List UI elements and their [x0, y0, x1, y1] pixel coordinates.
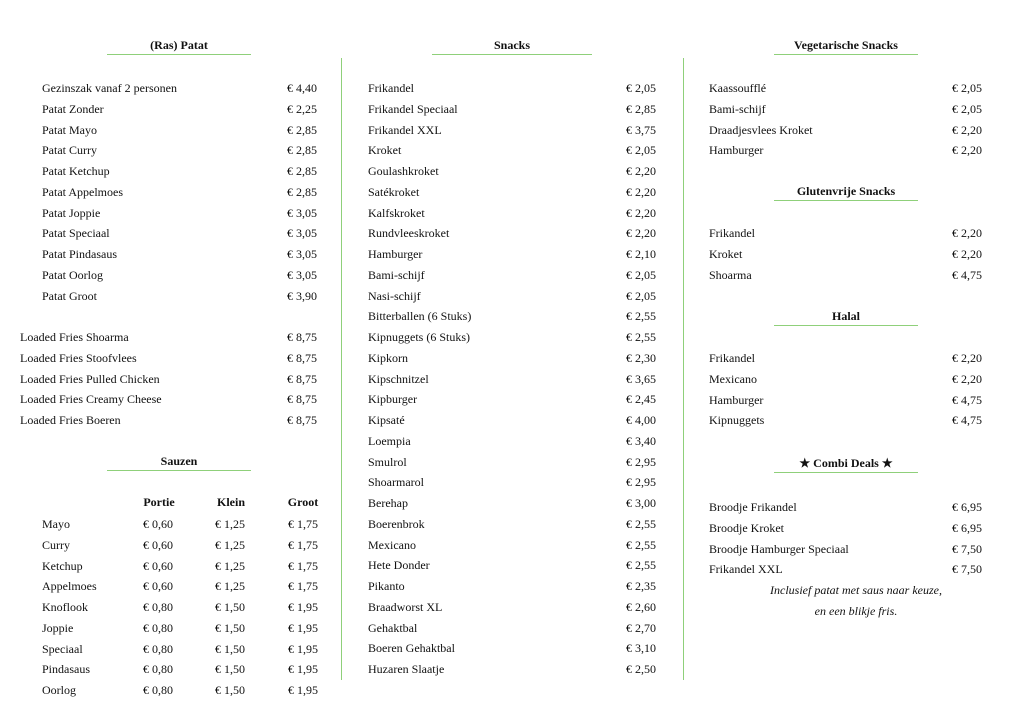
- menu-item: [42, 205, 322, 221]
- item-name: Broodje Frikandel: [709, 500, 797, 514]
- item-name: Gezinszak vanaf 2 personen: [42, 81, 177, 95]
- item-price: € 2,20: [626, 184, 656, 199]
- item-name: Kipschnitzel: [368, 371, 429, 386]
- item-price-klein: € 1,50: [215, 641, 245, 656]
- item-name: Speciaal: [42, 641, 83, 656]
- menu-item: [368, 557, 660, 573]
- item-name: Frikandel: [709, 226, 755, 240]
- menu-item: [42, 142, 322, 158]
- item-name: Loaded Fries Pulled Chicken: [20, 371, 160, 386]
- item-name: Pikanto: [368, 579, 405, 593]
- item-price-groot: € 1,95: [288, 641, 318, 656]
- item-price: € 3,90: [287, 288, 317, 303]
- item-name: Joppie: [42, 620, 74, 635]
- menu-item: [368, 412, 660, 428]
- item-price: € 3,05: [287, 247, 317, 261]
- item-price-groot: € 1,75: [288, 558, 318, 573]
- item-price: € 2,20: [952, 226, 982, 240]
- menu-item: [368, 495, 660, 511]
- item-price: € 2,20: [952, 371, 982, 386]
- menu-item: [42, 80, 322, 96]
- menu-item: [368, 101, 660, 117]
- menu-item: [709, 225, 989, 241]
- sauce-row: [42, 537, 327, 553]
- menu-item: [368, 329, 660, 345]
- item-name: Braadworst XL: [368, 599, 443, 614]
- sauzen-header-groot: Groot: [287, 495, 319, 509]
- item-name: Smulrol: [368, 454, 407, 469]
- item-price-portie: € 0,60: [143, 558, 173, 573]
- sauce-row: [42, 641, 327, 657]
- item-price: € 2,20: [952, 143, 982, 158]
- item-name: Berehap: [368, 496, 408, 510]
- item-name: Kroket: [368, 143, 402, 158]
- item-name: Pindasaus: [42, 662, 90, 677]
- item-name: Patat Pindasaus: [42, 247, 117, 261]
- menu-item: [368, 391, 660, 407]
- item-price: € 2,05: [952, 81, 982, 95]
- item-name: Frikandel XXL: [709, 562, 783, 577]
- item-price: € 2,95: [626, 454, 656, 469]
- item-name: Kroket: [709, 246, 743, 261]
- item-name: Loempia: [368, 433, 411, 448]
- item-name: Hamburger: [368, 247, 423, 261]
- sauce-row: [42, 599, 327, 615]
- item-name: Bami-schijf: [368, 267, 425, 282]
- menu-item: [368, 537, 660, 553]
- menu-item: [42, 163, 322, 179]
- item-name: Kipsaté: [368, 413, 405, 427]
- menu-item: [42, 246, 322, 262]
- item-name: Satékroket: [368, 184, 420, 199]
- item-price-portie: € 0,60: [143, 579, 173, 594]
- menu-item: [368, 640, 660, 656]
- item-name: Curry: [42, 537, 70, 552]
- item-price: € 8,75: [287, 330, 317, 344]
- patat-heading: (Ras) Patat: [107, 38, 251, 55]
- item-price: € 2,55: [626, 330, 656, 344]
- item-price-klein: € 1,50: [215, 683, 245, 697]
- item-price-groot: € 1,75: [288, 579, 318, 594]
- menu-item: [709, 350, 989, 366]
- item-price: € 3,05: [287, 226, 317, 241]
- item-name: Kipnuggets: [709, 413, 765, 428]
- item-name: Hamburger: [709, 143, 764, 158]
- item-price: € 2,20: [952, 246, 982, 261]
- menu-item: [709, 541, 989, 557]
- item-price: € 2,85: [287, 164, 317, 178]
- item-price: € 3,65: [626, 371, 656, 386]
- sauce-row: [42, 578, 327, 594]
- item-name: Boerenbrok: [368, 516, 425, 531]
- item-name: Patat Oorlog: [42, 267, 103, 282]
- menu-item: [42, 122, 322, 138]
- item-name: Goulashkroket: [368, 164, 439, 178]
- menu-item: [368, 288, 660, 304]
- item-name: Loaded Fries Creamy Cheese: [20, 392, 162, 407]
- item-price: € 8,75: [287, 392, 317, 407]
- item-name: Patat Curry: [42, 143, 97, 158]
- item-price: € 8,75: [287, 350, 317, 365]
- menu-item-unavailable: [20, 412, 322, 428]
- sauce-row: [42, 516, 327, 532]
- item-name: Huzaren Slaatje: [368, 662, 445, 676]
- menu-item-unavailable: [20, 371, 322, 387]
- item-price: € 2,85: [287, 143, 317, 158]
- menu-item-unavailable: [20, 350, 322, 366]
- combi-heading: ★ Combi Deals ★: [774, 456, 918, 473]
- item-price: € 7,50: [952, 562, 982, 577]
- item-price: € 2,50: [626, 662, 656, 676]
- item-name: Knoflook: [42, 600, 88, 614]
- item-name: Frikandel: [709, 351, 755, 365]
- sauce-row: [42, 661, 327, 677]
- veg-heading: Vegetarische Snacks: [774, 38, 918, 55]
- combi-note-line-2: en een blikje fris.: [814, 604, 898, 618]
- item-price-groot: € 1,75: [288, 517, 318, 531]
- item-name: Patat Appelmoes: [42, 184, 123, 199]
- sauce-row: [42, 620, 327, 636]
- menu-item: [709, 412, 989, 428]
- item-price: € 4,40: [287, 81, 317, 95]
- item-name: Frikandel XXL: [368, 122, 442, 137]
- item-name: Shoarma: [709, 267, 752, 282]
- menu-item: [368, 454, 660, 470]
- item-price: € 4,75: [952, 413, 982, 428]
- item-name: Kipnuggets (6 Stuks): [368, 330, 470, 344]
- item-name: Kaassoufflé: [709, 81, 767, 95]
- menu-item: [368, 80, 660, 96]
- item-price: € 3,40: [626, 433, 656, 448]
- item-name: Mayo: [42, 517, 70, 531]
- item-price: € 4,75: [952, 392, 982, 407]
- menu-item: [709, 122, 989, 138]
- item-price: € 4,75: [952, 267, 982, 282]
- item-price-portie: € 0,80: [143, 683, 173, 697]
- item-price-groot: € 1,95: [288, 600, 318, 614]
- item-price-groot: € 1,95: [288, 620, 318, 635]
- menu-item: [42, 101, 322, 117]
- item-price-groot: € 1,95: [288, 662, 318, 677]
- item-price-klein: € 1,25: [215, 579, 245, 594]
- item-name: Hamburger: [709, 392, 764, 407]
- item-price-portie: € 0,80: [143, 600, 173, 614]
- menu-item: [368, 661, 660, 677]
- menu-item: [42, 288, 322, 304]
- item-price: € 4,00: [626, 413, 656, 427]
- menu-item: [368, 474, 660, 490]
- menu-item: [368, 578, 660, 594]
- item-name: Appelmoes: [42, 579, 97, 594]
- column-divider-left: [341, 58, 342, 680]
- item-name: Hete Donder: [368, 558, 430, 573]
- item-name: Broodje Kroket: [709, 520, 784, 535]
- menu-item: [709, 392, 989, 408]
- menu-item: [709, 520, 989, 536]
- item-name: Patat Groot: [42, 288, 97, 303]
- item-price: € 2,45: [626, 392, 656, 407]
- item-price-klein: € 1,25: [215, 517, 245, 531]
- item-price: € 2,10: [626, 247, 656, 261]
- item-price: € 2,05: [626, 143, 656, 158]
- menu-item: [368, 433, 660, 449]
- menu-item: [368, 308, 660, 324]
- menu-item: [709, 246, 989, 262]
- item-price: € 3,75: [626, 122, 656, 137]
- menu-item: [368, 620, 660, 636]
- item-price: € 2,25: [287, 101, 317, 116]
- menu-item: [709, 142, 989, 158]
- item-price: € 2,55: [626, 309, 656, 324]
- item-price: € 2,20: [626, 205, 656, 220]
- menu-item: [709, 267, 989, 283]
- item-name: Bami-schijf: [709, 101, 766, 116]
- menu-item: [42, 184, 322, 200]
- item-price: € 2,20: [626, 226, 656, 241]
- item-price-portie: € 0,60: [143, 537, 173, 552]
- menu-item-unavailable: [20, 391, 322, 407]
- item-name: Kalfskroket: [368, 205, 425, 220]
- item-price-portie: € 0,80: [143, 662, 173, 677]
- item-name: Boeren Gehaktbal: [368, 641, 455, 656]
- gluten-heading: Glutenvrije Snacks: [774, 184, 918, 201]
- item-price: € 2,20: [626, 164, 656, 178]
- item-price: € 6,95: [952, 520, 982, 535]
- sauzen-heading: Sauzen: [107, 454, 251, 471]
- item-name: Patat Speciaal: [42, 226, 110, 241]
- item-price: € 3,05: [287, 205, 317, 220]
- item-price: € 2,20: [952, 351, 982, 365]
- item-name: Draadjesvlees Kroket: [709, 122, 813, 137]
- menu-item: [368, 142, 660, 158]
- item-price-klein: € 1,25: [215, 558, 245, 573]
- menu-item: [368, 371, 660, 387]
- item-price: € 7,50: [952, 541, 982, 556]
- item-name: Gehaktbal: [368, 620, 418, 635]
- item-name: Loaded Fries Boeren: [20, 413, 121, 427]
- item-name: Kipkorn: [368, 350, 408, 365]
- menu-item: [368, 163, 660, 179]
- item-price: € 2,35: [626, 579, 656, 593]
- item-price-groot: € 1,95: [288, 683, 318, 697]
- item-name: Oorlog: [42, 683, 76, 697]
- item-name: Nasi-schijf: [368, 288, 421, 303]
- item-price: € 3,00: [626, 496, 656, 510]
- item-price: € 8,75: [287, 413, 317, 427]
- menu-item: [42, 225, 322, 241]
- item-price-klein: € 1,50: [215, 620, 245, 635]
- menu-item: [709, 371, 989, 387]
- menu-item: [368, 599, 660, 615]
- menu-item: [368, 516, 660, 532]
- item-price: € 3,05: [287, 267, 317, 282]
- sauce-row: [42, 558, 327, 574]
- snacks-heading: Snacks: [432, 38, 592, 55]
- item-price: € 2,05: [626, 81, 656, 95]
- menu-item: [368, 205, 660, 221]
- item-price: € 8,75: [287, 371, 317, 386]
- menu-item-unavailable: [20, 329, 322, 345]
- item-name: Patat Zonder: [42, 101, 104, 116]
- item-name: Rundvleeskroket: [368, 226, 450, 241]
- menu-item: [709, 499, 989, 515]
- item-price: € 2,55: [626, 537, 656, 552]
- item-price-portie: € 0,60: [143, 517, 173, 531]
- item-name: Mexicano: [709, 371, 757, 386]
- menu-item: [709, 80, 989, 96]
- item-name: Ketchup: [42, 558, 83, 573]
- item-price-portie: € 0,80: [143, 641, 173, 656]
- menu-item: [368, 122, 660, 138]
- item-price-klein: € 1,25: [215, 537, 245, 552]
- item-price: € 2,05: [626, 288, 656, 303]
- menu-item: [709, 561, 989, 577]
- halal-heading: Halal: [774, 309, 918, 326]
- item-price: € 2,55: [626, 558, 656, 573]
- item-price: € 3,10: [626, 641, 656, 656]
- item-price: € 2,60: [626, 599, 656, 614]
- sauzen-header-portie: Portie: [143, 495, 175, 509]
- item-name: Frikandel Speciaal: [368, 101, 458, 116]
- item-name: Patat Mayo: [42, 122, 97, 137]
- item-price-portie: € 0,80: [143, 620, 173, 635]
- item-price: € 2,70: [626, 620, 656, 635]
- item-price: € 2,85: [287, 122, 317, 137]
- item-name: Frikandel: [368, 81, 414, 95]
- item-price: € 2,20: [952, 122, 982, 137]
- item-name: Mexicano: [368, 537, 416, 552]
- menu-item: [368, 267, 660, 283]
- item-name: Kipburger: [368, 392, 418, 407]
- item-price: € 2,85: [287, 184, 317, 199]
- item-name: Loaded Fries Stoofvlees: [20, 350, 137, 365]
- item-price-klein: € 1,50: [215, 600, 245, 614]
- menu-item: [368, 225, 660, 241]
- item-name: Patat Ketchup: [42, 164, 110, 178]
- combi-note-line-1: Inclusief patat met saus naar keuze,: [770, 583, 942, 597]
- item-price: € 2,05: [952, 101, 982, 116]
- item-price-klein: € 1,50: [215, 662, 245, 677]
- sauzen-header-klein: Klein: [216, 495, 245, 509]
- menu-item: [368, 246, 660, 262]
- menu-item: [709, 101, 989, 117]
- menu-item: [42, 267, 322, 283]
- item-price: € 6,95: [952, 500, 982, 514]
- item-name: Broodje Hamburger Speciaal: [709, 541, 849, 556]
- item-name: Bitterballen (6 Stuks): [368, 309, 472, 324]
- item-name: Shoarmarol: [368, 475, 424, 490]
- item-name: Loaded Fries Shoarma: [20, 330, 129, 344]
- menu-item: [368, 350, 660, 366]
- item-price: € 2,95: [626, 475, 656, 490]
- item-name: Patat Joppie: [42, 205, 101, 220]
- item-price-groot: € 1,75: [288, 537, 318, 552]
- menu-item: [368, 184, 660, 200]
- item-price: € 2,85: [626, 101, 656, 116]
- column-divider-right: [683, 58, 684, 680]
- item-price: € 2,30: [626, 350, 656, 365]
- item-price: € 2,55: [626, 516, 656, 531]
- sauce-row: [42, 682, 327, 698]
- item-price: € 2,05: [626, 267, 656, 282]
